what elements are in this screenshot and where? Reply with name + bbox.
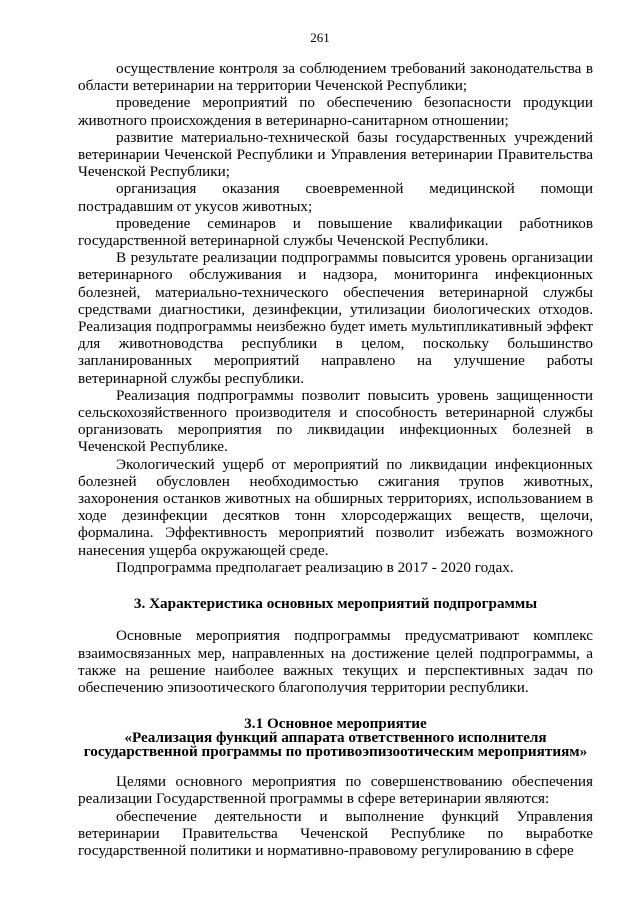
paragraph: Основные мероприятия подпрограммы предусматривают комплекс взаимосвязанных мер, направленных на достижение целей подпрограммы, а также на решение наиболее важных текущих и перспективных задач по обеспечению эпизоотического благополучия территории республики.: [78, 627, 593, 696]
paragraph: В результате реализации подпрограммы повысится уровень организации ветеринарного обслуживания и надзора, мониторинга инфекционных болезней, материально-технического обеспечения ветеринарной службы средствами диагностики, дезинфекции, утилизации биологических отходов. Реализация подпрограммы неизбежно будет иметь мультипликативный эффект для животноводства республики в целом, поскольку большинство запланированных мероприятий направлено на улучшение работы ветеринарной службы республики.: [78, 249, 593, 387]
subsection-heading-line: 3.1 Основное мероприятие: [244, 715, 427, 733]
subsection-heading-line: «Реализация функций аппарата ответственного исполнителя: [124, 729, 547, 747]
paragraph: обеспечение деятельности и выполнение функций Управления ветеринарии Правительства Чеченской Республике по выработке государственной политики и нормативно-правовому регулированию в сфере: [78, 807, 593, 859]
paragraph: Целями основного мероприятия по совершенствованию обеспечения реализации Государственной программы в сфере ветеринарии являются:: [78, 773, 593, 808]
paragraph: Реализация подпрограммы позволит повысить уровень защищенности сельскохозяйственного производителя и способность ветеринарной службы организовать мероприятия по ликвидации инфекционных болезней в Чеченской Республике.: [78, 386, 593, 456]
subsection-heading: [78, 717, 593, 759]
paragraph: развитие материально-технической базы государственных учреждений ветеринарии Чеченской Республики и Управления ветеринарии Правительства Чеченской Республики;: [78, 128, 593, 181]
subsection-heading-line: государственной программы по противоэпизоотическим мероприятиям»: [83, 743, 588, 761]
paragraph: Экологический ущерб от мероприятий по ликвидации инфекционных болезней обусловлен необходимостью сжигания трупов животных, захоронения останков животных на обширных территориях, использованием в ходе дезинфекции десятков тонн хлорсодержащих веществ, щелочи, формалина. Эффективность мероприятий позволит избежать возможного нанесения ущерба окружающей среде.: [78, 455, 593, 559]
paragraph: Подпрограмма предполагает реализацию в 2017 - 2020 годах.: [116, 558, 514, 576]
page-number: 261: [310, 30, 330, 45]
paragraph: проведение семинаров и повышение квалификации работников государственной ветеринарной службы Чеченской Республики.: [78, 214, 593, 250]
document-body: [78, 60, 593, 859]
paragraph: организация оказания своевременной медицинской помощи пострадавшим от укусов животных;: [78, 180, 593, 215]
paragraph: осуществление контроля за соблюдением требований законодательства в области ветеринарии на территории Чеченской Республики;: [78, 60, 593, 95]
paragraph: проведение мероприятий по обеспечению безопасности продукции животного происхождения в ветеринарно-санитарном отношении;: [78, 94, 593, 129]
section-heading: 3. Характеристика основных мероприятий подпрограммы: [133, 595, 538, 613]
